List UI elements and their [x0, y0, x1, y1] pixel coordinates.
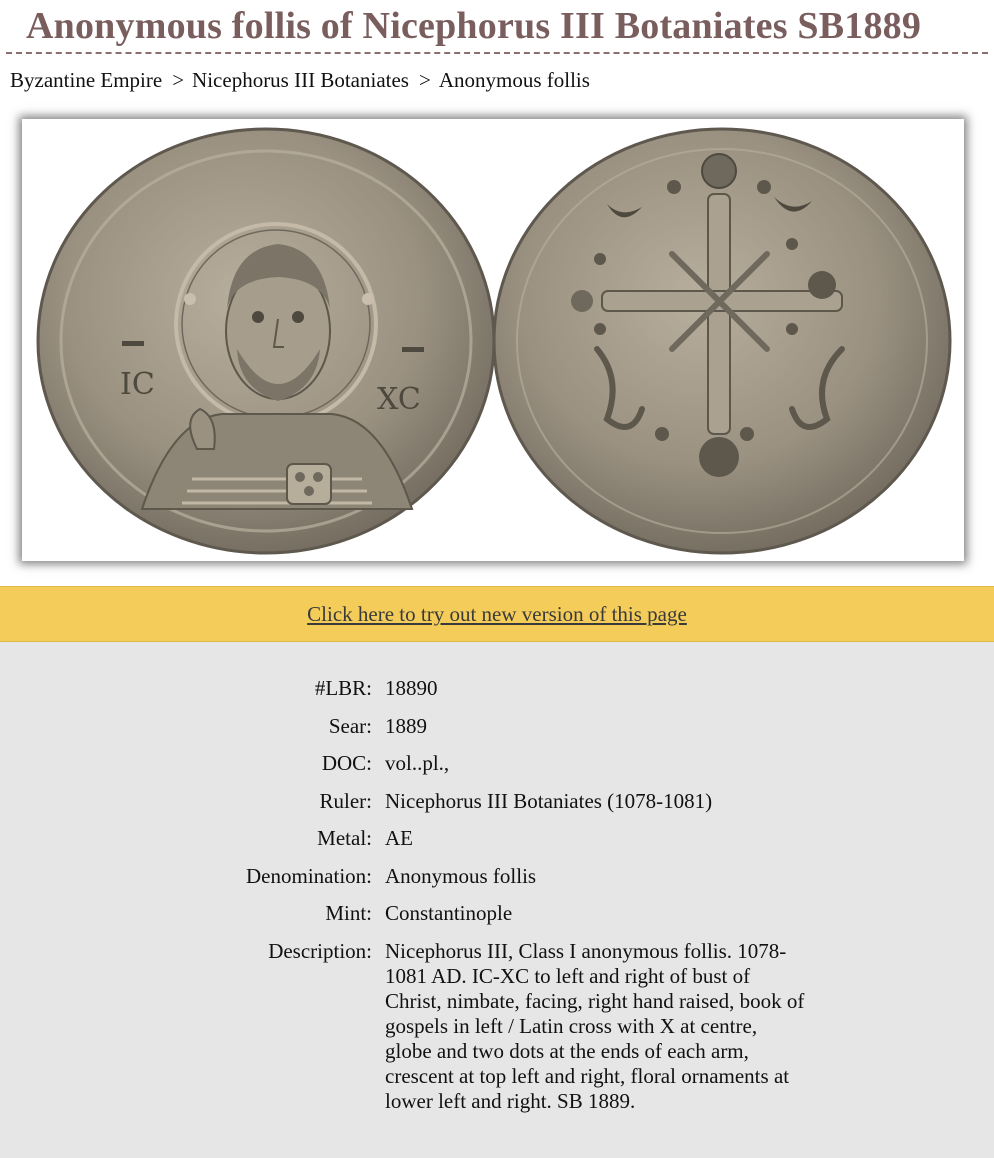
detail-row-ruler	[0, 789, 994, 814]
coin-details	[0, 676, 994, 1126]
detail-label: Mint:	[325, 901, 372, 925]
detail-row-lbr	[0, 676, 994, 701]
detail-row-sear	[0, 714, 994, 739]
detail-value: vol..pl.,	[385, 751, 450, 775]
breadcrumb	[0, 54, 994, 92]
detail-value: 1889	[385, 713, 427, 738]
detail-label: Description:	[268, 938, 372, 963]
legend-ic: IC	[120, 367, 155, 402]
legend-xc: XC	[377, 382, 421, 417]
try-new-version-link[interactable]: Click here to try out new version of this page	[307, 602, 687, 626]
page-title: Anonymous follis of Nicephorus III Botaniates SB1889	[26, 5, 922, 47]
detail-value: 18890	[385, 676, 438, 700]
breadcrumb-separator: >	[418, 68, 431, 92]
coin-photo	[22, 119, 964, 561]
breadcrumb-item-ruler[interactable]: Nicephorus III Botaniates	[192, 68, 409, 92]
detail-value: AE	[385, 826, 413, 850]
detail-row-doc	[0, 751, 994, 776]
detail-label: DOC:	[321, 751, 372, 775]
detail-value: Nicephorus III, Class I anonymous follis. 1078-1081 AD. IC-XC to left and right of bust of Christ, nimbate, facing, right hand raised, book of gospels in left / Latin cross with X at centre, globe and two dots at the ends of each arm, crescent at top left and right, floral ornaments at lower left and right. SB 1889.	[385, 938, 805, 1113]
detail-row-description	[0, 939, 994, 1114]
detail-label: Denomination:	[246, 863, 372, 888]
breadcrumb-separator: >	[172, 68, 185, 92]
detail-row-metal	[0, 826, 994, 851]
detail-value: Constantinople	[385, 901, 513, 925]
detail-row-denomination	[0, 864, 994, 889]
breadcrumb-item-empire[interactable]: Byzantine Empire	[10, 68, 163, 92]
new-version-banner	[0, 586, 994, 642]
detail-label: Sear:	[328, 713, 372, 738]
detail-value: Nicephorus III Botaniates (1078-1081)	[385, 788, 713, 813]
detail-label: Ruler:	[319, 788, 372, 813]
breadcrumb-item-coin[interactable]: Anonymous follis	[438, 68, 590, 92]
detail-label: Metal:	[317, 826, 372, 850]
coin-reverse	[494, 129, 950, 553]
detail-value: Anonymous follis	[385, 863, 537, 888]
coin-obverse	[38, 129, 494, 553]
detail-label: #LBR:	[314, 676, 372, 700]
detail-row-mint	[0, 901, 994, 926]
